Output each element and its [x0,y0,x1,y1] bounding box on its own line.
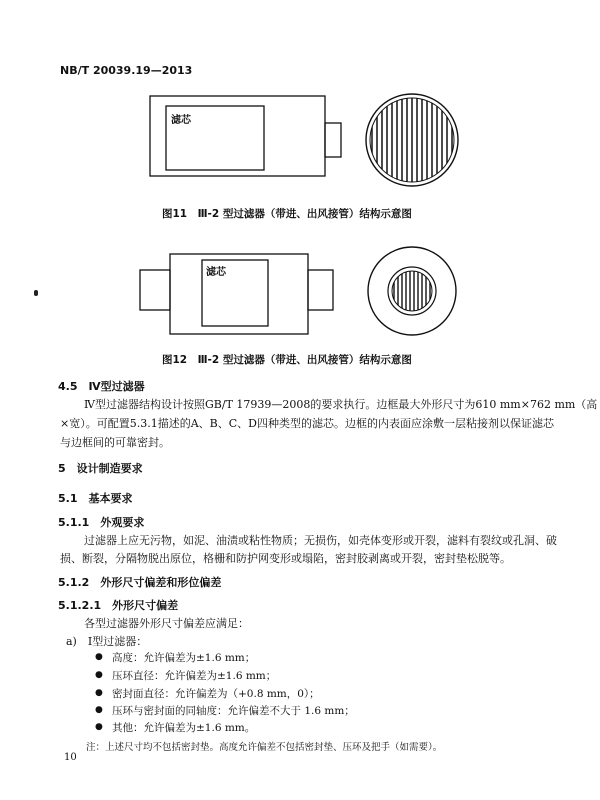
section-5-1-1-heading: 5.1.1 外观要求 [58,516,145,529]
margin-mark [34,290,38,296]
bullet-press-ring: 压环直径：允许偏差为±1.6 mm； [112,670,277,682]
bullet-seal-face: 密封面直径：允许偏差为（+0.8 mm，0）； [112,688,320,700]
bullet-marker: ● [95,722,103,732]
bullet-marker: ● [95,652,103,662]
figure-12-caption: 图12 Ⅲ-2 型过滤器（带进、出风接管）结构示意图 [162,354,412,366]
bullet-height: 高度：允许偏差为±1.6 mm； [112,652,256,664]
figure-12-drawing [140,247,456,335]
fig11-front-view [366,94,458,186]
section-5-1-2-1-heading: 5.1.2.1 外形尺寸偏差 [58,599,179,612]
bullet-marker: ● [95,670,103,680]
standard-number: NB/T 20039.19—2013 [60,64,193,77]
fig12-outlet-pipe [308,270,333,310]
section-5-heading: 5 设计制造要求 [58,462,143,475]
fig11-core-label: 滤芯 [171,115,191,126]
section-5-1-heading: 5.1 基本要求 [58,492,133,505]
fig12-inlet-pipe [140,270,170,310]
section-4-5-line-2: ×宽）。可配置5.3.1描述的A、B、C、D四种类型的滤芯。边框的内表面应涂敷一层粘接剂以保证滤芯 [60,417,554,430]
fig11-outlet-pipe [325,123,341,157]
section-5-1-1-line-1: 过滤器上应无污物，如泥、油渍或粘性物质；无损伤，如壳体变形或开裂，滤料有裂纹或孔洞、破 [84,534,557,547]
fig12-housing [170,254,308,334]
bullet-coaxiality: 压环与密封面的同轴度：允许偏差不大于 1.6 mm； [112,705,355,717]
page-number: 10 [64,752,77,763]
list-item-a: a) Ⅰ型过滤器： [66,635,148,648]
note-text: 注：上述尺寸均不包括密封垫。高度允许偏差不包括密封垫、压环及把手（如需要）。 [86,742,443,753]
section-4-5-line-3: 与边框间的可靠密封。 [60,436,170,449]
section-4-5-heading: 4.5 Ⅳ型过滤器 [58,380,145,393]
bullet-marker: ● [95,705,103,715]
bullet-other: 其他：允许偏差为±1.6 mm。 [112,722,256,734]
section-5-1-2-heading: 5.1.2 外形尺寸偏差和形位偏差 [58,576,222,589]
fig11-housing [150,96,325,176]
section-5-1-2-1-intro: 各型过滤器外形尺寸偏差应满足： [84,617,249,630]
section-5-1-1-line-2: 损、断裂，分隔物脱出原位，格栅和防护网变形或塌陷，密封胶剥离或开裂，密封垫松脱等。 [60,552,511,565]
figure-11-caption: 图11 Ⅲ-2 型过滤器（带进、出风接管）结构示意图 [162,208,412,220]
section-4-5-line-1: Ⅳ型过滤器结构设计按照GB/T 17939—2008的要求执行。边框最大外形尺寸为610 mm×762 mm（高 [84,398,598,411]
fig12-core-label: 滤芯 [206,267,226,278]
bullet-marker: ● [95,688,103,698]
